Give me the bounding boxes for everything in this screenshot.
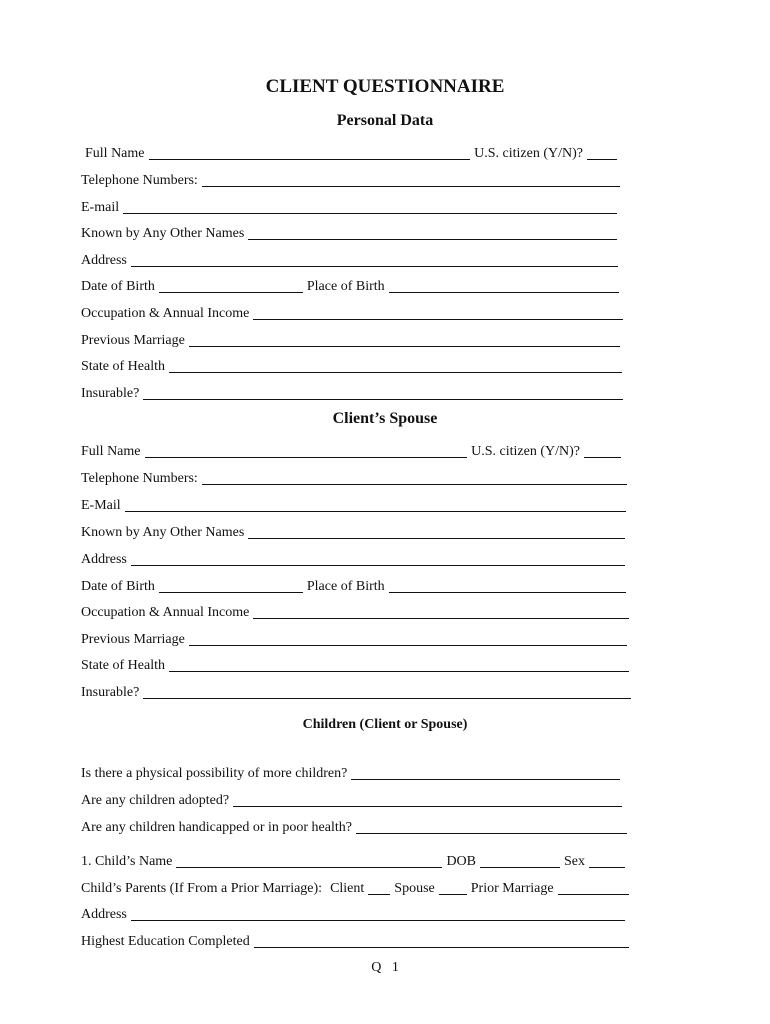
more-children-row — [81, 762, 620, 782]
handicapped-field[interactable] — [356, 832, 627, 834]
spouse-health-label: State of Health — [81, 658, 165, 673]
insurable-field[interactable] — [143, 398, 623, 400]
child-parents-row — [81, 877, 629, 897]
spouse-prev-marriage-field[interactable] — [189, 644, 627, 646]
client-other-names-row — [81, 222, 617, 242]
child-education-field[interactable] — [254, 946, 629, 948]
spouse-other-names-field[interactable] — [248, 537, 625, 539]
spouse-insurable-field[interactable] — [143, 697, 631, 699]
child-name-label: 1. Child’s Name — [81, 854, 173, 869]
spouse-telephone-label: Telephone Numbers: — [81, 471, 198, 486]
email-field[interactable] — [123, 212, 617, 214]
telephone-label: Telephone Numbers: — [81, 173, 198, 188]
spouse-prev-marriage-row — [81, 628, 627, 648]
handicapped-row — [81, 816, 627, 836]
spouse-pob-field[interactable] — [389, 591, 626, 593]
spouse-insurable-label: Insurable? — [81, 685, 140, 700]
client-occupation-row — [81, 302, 623, 322]
section-children: Children (Client or Spouse) — [302, 717, 468, 732]
spouse-option-field[interactable] — [439, 893, 467, 895]
spouse-occupation-row — [81, 601, 629, 621]
prior-marriage-option-label: Prior Marriage — [470, 881, 554, 896]
client-name-row — [85, 142, 617, 162]
spouse-address-field[interactable] — [131, 564, 625, 566]
spouse-email-row — [81, 494, 626, 514]
spouse-health-row — [81, 654, 629, 674]
child-education-row — [81, 930, 629, 950]
other-names-field[interactable] — [248, 238, 617, 240]
prior-marriage-option-field[interactable] — [558, 893, 629, 895]
telephone-field[interactable] — [202, 185, 620, 187]
other-names-label: Known by Any Other Names — [81, 226, 245, 241]
child-parents-label: Child’s Parents (If From a Prior Marriage): — [81, 881, 323, 896]
dob-label: Date of Birth — [81, 279, 155, 294]
email-label: E-mail — [81, 200, 120, 215]
spouse-option-label: Spouse — [394, 881, 435, 896]
spouse-telephone-field[interactable] — [202, 483, 627, 485]
full-name-field[interactable] — [149, 158, 471, 160]
spouse-birth-row — [81, 575, 626, 595]
pob-field[interactable] — [389, 291, 619, 293]
full-name-label: Full Name — [85, 146, 145, 161]
child-address-field[interactable] — [131, 919, 625, 921]
spouse-insurable-row — [81, 681, 631, 701]
child-address-row — [81, 903, 625, 923]
insurable-label: Insurable? — [81, 386, 140, 401]
child-name-row — [81, 850, 625, 870]
prev-marriage-label: Previous Marriage — [81, 333, 185, 348]
page-title: CLIENT QUESTIONNAIRE — [265, 76, 505, 97]
spouse-occupation-field[interactable] — [253, 617, 629, 619]
spouse-dob-label: Date of Birth — [81, 579, 155, 594]
client-prev-marriage-row — [81, 329, 620, 349]
spouse-address-label: Address — [81, 552, 127, 567]
more-children-label: Is there a physical possibility of more children? — [81, 766, 348, 781]
spouse-full-name-label: Full Name — [81, 444, 141, 459]
spouse-address-row — [81, 548, 625, 568]
page-number-value: 1 — [391, 960, 399, 975]
spouse-full-name-field[interactable] — [145, 456, 468, 458]
occupation-field[interactable] — [253, 318, 623, 320]
spouse-name-row — [81, 440, 621, 460]
adopted-row — [81, 789, 622, 809]
spouse-email-field[interactable] — [125, 510, 626, 512]
handicapped-label: Are any children handicapped or in poor health? — [81, 820, 352, 835]
client-insurable-row — [81, 382, 623, 402]
page-label: Q — [371, 960, 382, 975]
section-personal-data: Personal Data — [336, 112, 434, 129]
child-address-label: Address — [81, 907, 127, 922]
address-field[interactable] — [131, 265, 618, 267]
child-sex-field[interactable] — [589, 866, 625, 868]
child-sex-label: Sex — [564, 854, 585, 869]
client-option-field[interactable] — [368, 893, 390, 895]
adopted-label: Are any children adopted? — [81, 793, 230, 808]
spouse-pob-label: Place of Birth — [306, 579, 385, 594]
section-clients-spouse: Client’s Spouse — [332, 410, 438, 427]
client-option-label: Client — [330, 881, 365, 896]
more-children-field[interactable] — [351, 778, 620, 780]
client-telephone-row — [81, 169, 620, 189]
health-label: State of Health — [81, 359, 165, 374]
client-address-row — [81, 249, 618, 269]
dob-field[interactable] — [159, 291, 303, 293]
spouse-other-names-label: Known by Any Other Names — [81, 525, 245, 540]
spouse-health-field[interactable] — [169, 670, 629, 672]
client-health-row — [81, 355, 622, 375]
spouse-email-label: E-Mail — [81, 498, 121, 513]
spouse-prev-marriage-label: Previous Marriage — [81, 632, 185, 647]
spouse-dob-field[interactable] — [159, 591, 303, 593]
child-education-label: Highest Education Completed — [81, 934, 250, 949]
client-email-row — [81, 196, 617, 216]
address-label: Address — [81, 253, 127, 268]
child-name-field[interactable] — [176, 866, 442, 868]
client-birth-row — [81, 275, 619, 295]
child-dob-label: DOB — [446, 854, 476, 869]
citizen-field[interactable] — [587, 158, 617, 160]
spouse-citizen-field[interactable] — [584, 456, 621, 458]
spouse-other-names-row — [81, 521, 625, 541]
spouse-telephone-row — [81, 467, 627, 487]
pob-label: Place of Birth — [306, 279, 385, 294]
child-dob-field[interactable] — [480, 866, 560, 868]
citizen-label: U.S. citizen (Y/N)? — [474, 146, 583, 161]
spouse-occupation-label: Occupation & Annual Income — [81, 605, 250, 620]
adopted-field[interactable] — [233, 805, 622, 807]
health-field[interactable] — [169, 371, 622, 373]
occupation-label: Occupation & Annual Income — [81, 306, 250, 321]
spouse-citizen-label: U.S. citizen (Y/N)? — [471, 444, 580, 459]
page-number — [0, 960, 770, 976]
prev-marriage-field[interactable] — [189, 345, 620, 347]
